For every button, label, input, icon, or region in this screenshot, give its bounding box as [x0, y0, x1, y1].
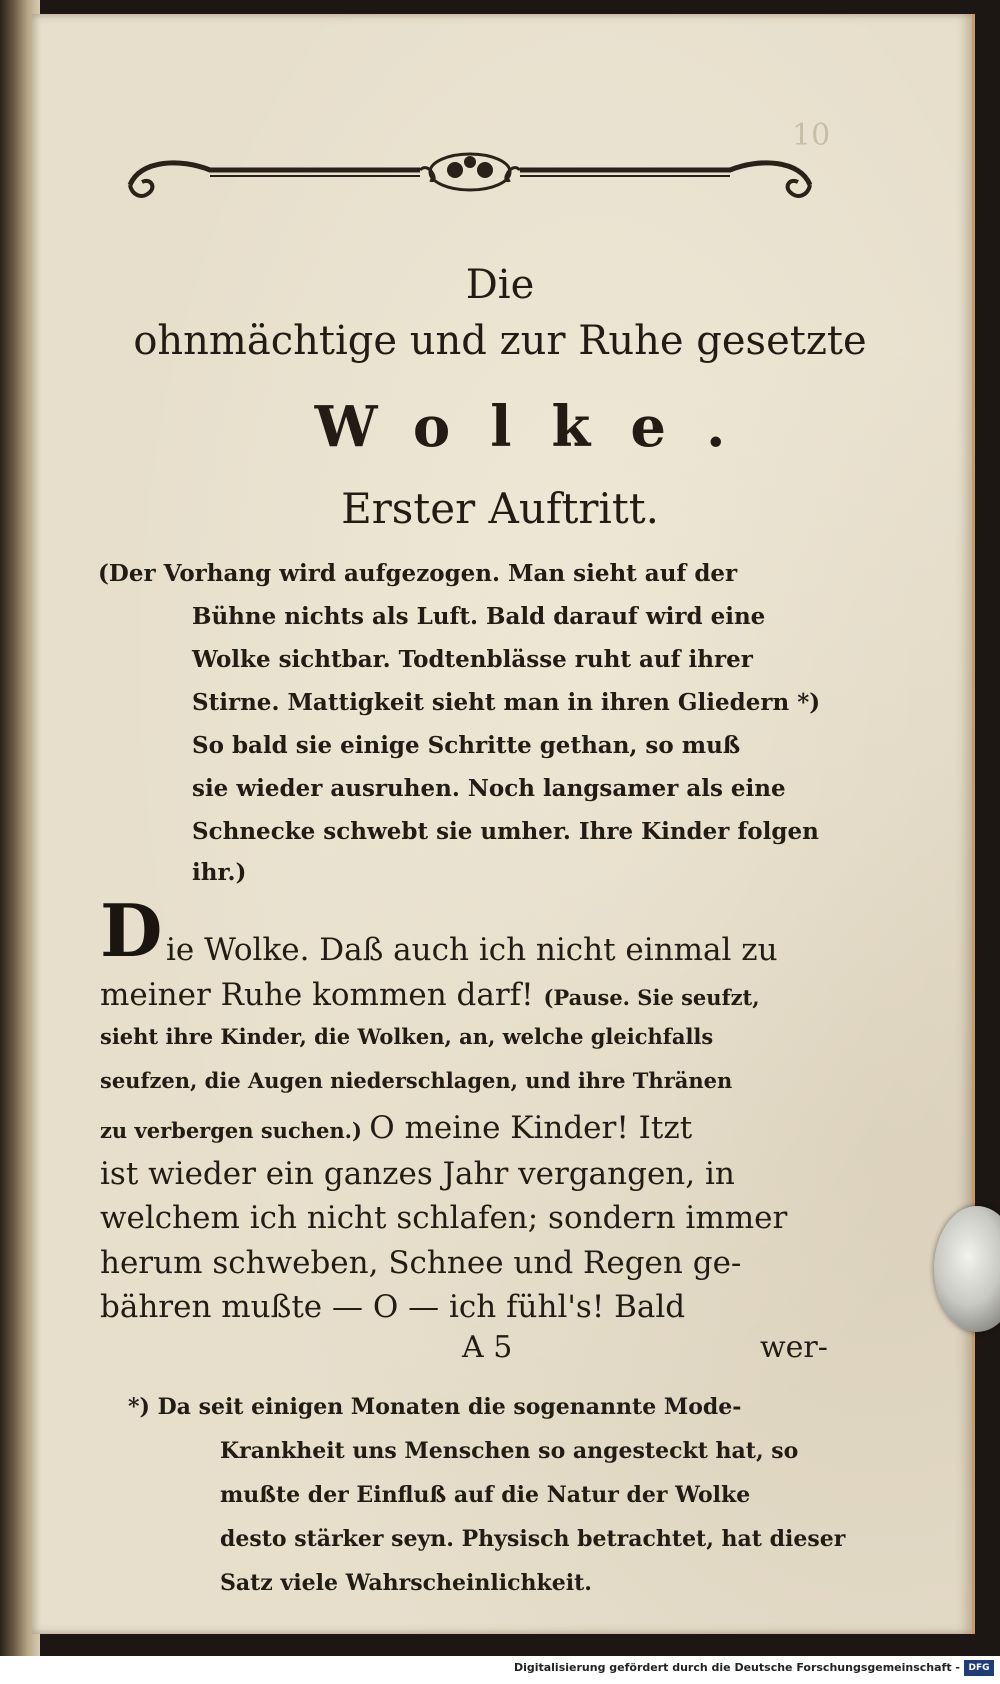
stage-direction-line: sieht ihre Kinder, die Wolken, an, welche gleichfalls: [100, 1024, 714, 1049]
footnote-line: mußte der Einfluß auf die Natur der Wolke: [220, 1482, 751, 1508]
page-number: 10: [792, 118, 831, 153]
speech-line: [100, 1110, 692, 1146]
speech-line: ist wieder ein ganzes Jahr vergangen, in: [100, 1156, 735, 1192]
decorative-ornament: [120, 140, 820, 210]
speech-text: O meine Kinder! Itzt: [369, 1110, 693, 1146]
speech-line: ie Wolke. Daß auch ich nicht einmal zu: [166, 932, 778, 968]
footnote-line: Krankheit uns Menschen so angesteckt hat, so: [220, 1438, 799, 1464]
stage-direction-line: seufzen, die Augen niederschlagen, und ihre Thränen: [100, 1068, 733, 1093]
title-die: Die: [465, 262, 535, 308]
title-subtitle: ohnmächtige und zur Ruhe gesetzte: [133, 318, 867, 364]
title-wolke: Wolke.: [314, 394, 766, 460]
stage-direction-line: (Der Vorhang wird aufgezogen. Man sieht auf der: [98, 560, 738, 587]
speech-line: [100, 977, 760, 1013]
stage-direction-line: sie wieder ausruhen. Noch langsamer als eine: [192, 775, 786, 802]
speech-line: bähren mußte — O — ich fühl's! Bald: [100, 1289, 686, 1325]
stage-direction-line: Schnecke schwebt sie umher. Ihre Kinder folgen: [192, 818, 819, 845]
stage-direction-line: Stirne. Mattigkeit sieht man in ihren Gliedern *): [192, 689, 821, 716]
scene-heading: Erster Auftritt.: [341, 484, 659, 533]
stage-direction-line: ihr.): [192, 859, 247, 886]
stage-direction-line: Wolke sichtbar. Todtenblässe ruht auf ihrer: [192, 646, 753, 673]
footnote-line: desto stärker seyn. Physisch betrachtet, hat dieser: [220, 1526, 846, 1552]
stage-direction-line: Bühne nichts als Luft. Bald darauf wird eine: [192, 603, 766, 630]
stage-direction-line: So bald sie einige Schritte gethan, so muß: [192, 732, 741, 759]
signature-mark: A 5: [462, 1330, 513, 1365]
footnote-line: Satz viele Wahrscheinlichkeit.: [220, 1570, 592, 1596]
footnote-line: *) Da seit einigen Monaten die sogenannte Mode-: [128, 1394, 742, 1420]
speech-line: welchem ich nicht schlafen; sondern immer: [100, 1200, 788, 1236]
inline-stage-direction: (Pause. Sie seufzt,: [543, 985, 760, 1010]
catchword: wer-: [760, 1330, 828, 1365]
speech-line: herum schweben, Schnee und Regen ge-: [100, 1245, 742, 1281]
digitization-credit: Digitalisierung gefördert durch die Deutsche Forschungsgemeinschaft -: [513, 1661, 960, 1674]
speech-text: meiner Ruhe kommen darf!: [100, 977, 544, 1013]
dfg-logo-icon: DFG: [964, 1660, 994, 1676]
inline-stage-direction: zu verbergen suchen.): [100, 1118, 370, 1143]
drop-cap-initial: D: [100, 888, 163, 973]
